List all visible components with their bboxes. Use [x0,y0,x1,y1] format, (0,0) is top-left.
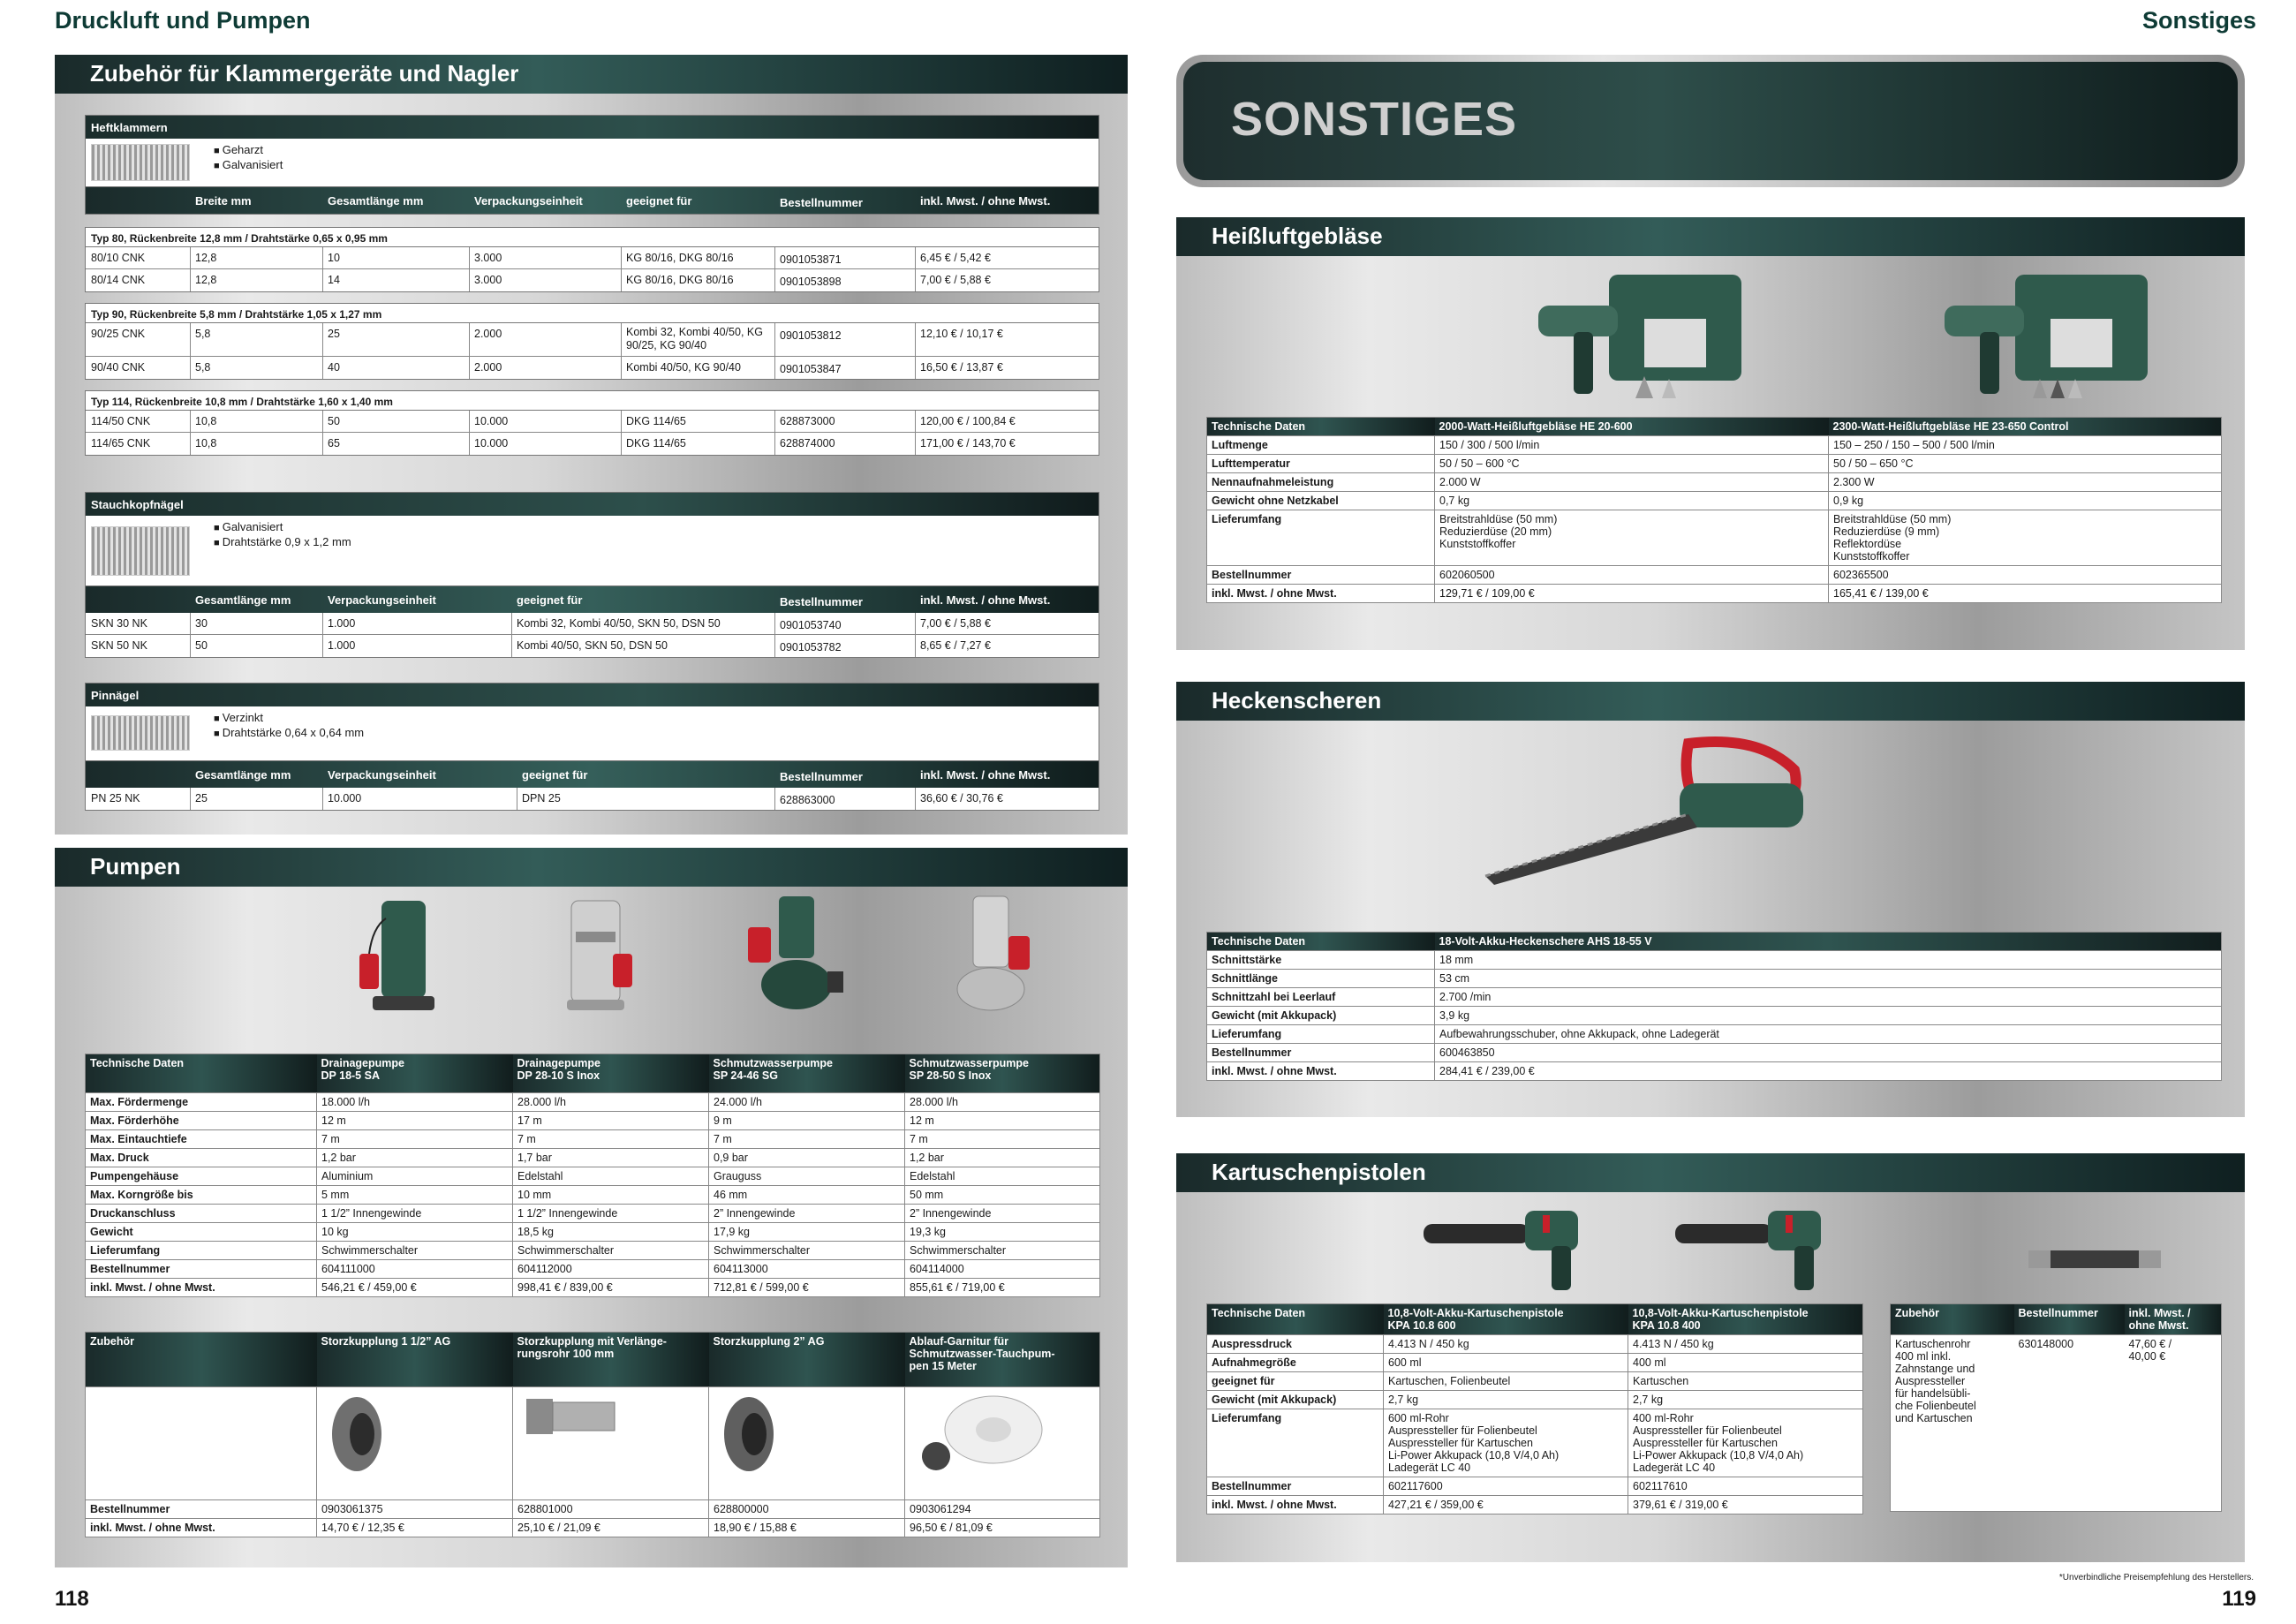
table-row: 90/40 CNK 5,8 40 2.000 Kombi 40/50, KG 90/40 0901053847 16,50 € / 13,87 € [86,357,1099,379]
table-row: Druckanschluss 1 1/2” Innengewinde 1 1/2” Innengewinde 2” Innengewinde 2” Innengewinde [86,1205,1100,1223]
table-row: inkl. Mwst. / ohne Mwst. 284,41 € / 239,00 € [1207,1062,2222,1081]
pumpen-section-title: Pumpen [55,848,1128,887]
table-row: SKN 30 NK 30 1.000 Kombi 32, Kombi 40/50, SKN 50, DSN 50 0901053740 7,00 € / 5,88 € [86,613,1099,635]
kartuschen-panel [1176,1153,2245,1562]
bullet: ■ Drahtstärke 0,9 x 1,2 mm [214,535,351,550]
table-header-row: Zubehör Bestellnummer inkl. Mwst. / ohne Mwst. [1891,1304,2222,1335]
table-row: Pumpengehäuse Aluminium Edelstahl Grauguss Edelstahl [86,1167,1100,1186]
heat-gun-he23-image [1936,266,2156,412]
pumpen-zubehoer-table [85,1332,1100,1537]
stauch-column-header: Gesamtlänge mm Verpackungseinheit geeignet für Bestellnummer inkl. Mwst. / ohne Mwst. [86,586,1099,613]
table-row: 90/25 CNK 5,8 25 2.000 Kombi 32, Kombi 40/50, KG 90/25, KG 90/40 0901053812 12,10 € / 10,17 € [86,323,1099,357]
pump-image-sp24 [744,892,850,1016]
table-row: inkl. Mwst. / ohne Mwst. 129,71 € / 109,00 € 165,41 € / 139,00 € [1207,585,2222,603]
page-number-right: 119 [2222,1587,2256,1611]
table-row: 80/14 CNK 12,8 14 3.000 KG 80/16, DKG 80/16 0901053898 7,00 € / 5,88 € [86,269,1099,291]
sonstiges-banner [1176,55,2245,187]
table-row: PN 25 NK 25 10.000 DPN 25 628863000 36,60 € / 30,76 € [86,788,1099,810]
stauchkopfnaegel-block [85,492,1099,658]
heissluft-panel [1176,217,2245,650]
caulk-gun-600-image [1419,1197,1596,1295]
heissluft-section-title: Heißluftgebläse [1176,217,2245,256]
table-row: Max. Druck 1,2 bar 1,7 bar 0,9 bar 1,2 bar [86,1149,1100,1167]
storz-coupling-image [317,1387,513,1500]
heat-gun-he20-image [1529,266,1750,412]
table-row: Max. Eintauchtiefe 7 m 7 m 7 m 7 m [86,1130,1100,1149]
storz-coupling-2-image [709,1387,905,1500]
table-row: Aufnahmegröße 600 ml 400 ml [1207,1354,1863,1372]
table-row: geeignet für Kartuschen, Folienbeutel Kartuschen [1207,1372,1863,1391]
storz-coupling-extension-image [513,1387,709,1500]
table-row: inkl. Mwst. / ohne Mwst. 546,21 € / 459,00 € 998,41 € / 839,00 € 712,81 € / 599,00 € 855,61 € / 719,00 € [86,1279,1100,1297]
kartuschen-section-title: Kartuschenpistolen [1176,1153,2245,1192]
table-row: Max. Korngröße bis 5 mm 10 mm 46 mm 50 mm [86,1186,1100,1205]
table-row: Lufttemperatur 50 / 50 – 600 °C 50 / 50 – 650 °C [1207,455,2222,473]
bullet: ■ Drahtstärke 0,64 x 0,64 mm [214,726,364,741]
pump-image-dp28 [549,892,646,1016]
kartuschen-spec-table [1206,1303,1863,1514]
table-row: Lieferumfang Schwimmerschalter Schwimmerschalter Schwimmerschalter Schwimmerschalter [86,1242,1100,1260]
hose-set-image [905,1387,1100,1500]
pumpen-panel [55,848,1128,1567]
table-row: Gewicht ohne Netzkabel 0,7 kg 0,9 kg [1207,492,2222,510]
table-row: Nennaufnahmeleistung 2.000 W 2.300 W [1207,473,2222,492]
pumpen-spec-table [85,1054,1100,1297]
klammer-panel [55,55,1128,835]
sonstiges-banner-title: SONSTIGES [1231,93,1518,146]
table-row: Kartuschenrohr 400 ml inkl. Zahnstange und Auspressteller für handelsübli- che Folienbeutel und Kartuschen 630148000 47,60 € / 40,00 € [1891,1335,2222,1512]
pump-image-dp18 [355,892,452,1016]
caulk-gun-400-image [1671,1197,1847,1295]
klammer-section-title: Zubehör für Klammergeräte und Nagler [55,55,1128,94]
bullet: ■ Geharzt [214,143,283,158]
table-row: Max. Förderhöhe 12 m 17 m 9 m 12 m [86,1112,1100,1130]
stauchkopfnaegel-title: Stauchkopfnägel [86,493,1099,516]
table-row: Lieferumfang Breitstrahldüse (50 mm) Reduzierdüse (20 mm) Kunststoffkoffer Breitstrahldüse (50 mm) Reduzierdüse (9 mm) Reflektordüse Kunststoffkoffer [1207,510,2222,566]
cartridge-tube-image [2024,1242,2165,1277]
table-row: Lieferumfang 600 ml-Rohr Auspressteller für Folienbeutel Auspressteller für Kartuschen Li-Power Akkupack (10,8 V/4,0 Ah) Ladegerät LC 40 400 ml-Rohr Auspressteller für Folienbeutel Auspressteller für Kartuschen Li-Power Akkupack (10,8 V/4,0 Ah) Ladegerät LC 40 [1207,1409,1863,1477]
pin-nails-image [91,715,190,751]
table-row: Max. Fördermenge 18.000 l/h 28.000 l/h 24.000 l/h 28.000 l/h [86,1093,1100,1112]
table-row: Bestellnummer 0903061375 628801000 628800000 0903061294 [86,1500,1100,1519]
table-row: Gewicht (mit Akkupack) 3,9 kg [1207,1007,2222,1025]
table-row: 114/65 CNK 10,8 65 10.000 DKG 114/65 628874000 171,00 € / 143,70 € [86,433,1099,455]
table-row: Bestellnummer 600463850 [1207,1044,2222,1062]
table-header-row: Technische Daten Drainagepumpe DP 18-5 SA Drainagepumpe DP 28-10 S Inox Schmutzwasserpumpe SP 24-46 SG Schmutzwasserpumpe SP 28-50 S Inox [86,1054,1100,1093]
typ90-group: Typ 90, Rückenbreite 5,8 mm / Drahtstärke 1,05 x 1,27 mm 90/25 CNK 5,8 25 2.000 Kombi 32, Kombi 40/50, KG 90/25, KG 90/40 0901053812 12,10 € / 10,17 € 90/40 CNK 5,8 40 2.000 Kombi 40/50, KG 90/40 0901053847 16,50 € / 13,87 € [85,303,1099,380]
table-row: inkl. Mwst. / ohne Mwst. 427,21 € / 359,00 € 379,61 € / 319,00 € [1207,1496,1863,1514]
table-row: Luftmenge 150 / 300 / 500 l/min 150 – 250 / 150 – 500 / 500 l/min [1207,436,2222,455]
typ80-group: Typ 80, Rückenbreite 12,8 mm / Drahtstärke 0,65 x 0,95 mm 80/10 CNK 12,8 10 3.000 KG 80/16, DKG 80/16 0901053871 6,45 € / 5,42 € 80/14 CNK 12,8 14 3.000 KG 80/16, DKG 80/16 0901053898 7,00 € / 5,88 € [85,227,1099,292]
kartuschen-zubehoer-table [1890,1303,2222,1512]
heckenscheren-section-title: Heckenscheren [1176,682,2245,721]
table-header-row: Technische Daten 2000-Watt-Heißluftgebläse HE 20-600 2300-Watt-Heißluftgebläse HE 23-650 Control [1207,418,2222,436]
table-row: Schnittzahl bei Leerlauf 2.700 /min [1207,988,2222,1007]
page-header-right: Sonstiges [2141,7,2256,34]
table-header-row: Technische Daten 10,8-Volt-Akku-Kartuschenpistole KPA 10.8 600 10,8-Volt-Akku-Kartuschenpistole KPA 10.8 400 [1207,1304,1863,1335]
staples-image [91,144,190,181]
table-row: Schnittstärke 18 mm [1207,951,2222,970]
pinn-column-header: Gesamtlänge mm Verpackungseinheit geeignet für Bestellnummer inkl. Mwst. / ohne Mwst. [86,761,1099,788]
table-row: Gewicht 10 kg 18,5 kg 17,9 kg 19,3 kg [86,1223,1100,1242]
table-row: 114/50 CNK 10,8 50 10.000 DKG 114/65 628873000 120,00 € / 100,84 € [86,411,1099,433]
table-row: inkl. Mwst. / ohne Mwst. 14,70 € / 12,35 € 25,10 € / 21,09 € 18,90 € / 15,88 € 96,50 € / 81,09 € [86,1519,1100,1537]
bullet: ■ Verzinkt [214,711,364,726]
pinnaegel-block [85,683,1099,811]
page-number-left: 118 [55,1587,89,1611]
table-row: 80/10 CNK 12,8 10 3.000 KG 80/16, DKG 80/16 0901053871 6,45 € / 5,42 € [86,247,1099,269]
table-row: Auspressdruck 4.413 N / 450 kg 4.413 N / 450 kg [1207,1335,1863,1354]
table-row: Gewicht (mit Akkupack) 2,7 kg 2,7 kg [1207,1391,1863,1409]
table-header-row: Technische Daten 18-Volt-Akku-Heckenschere AHS 18-55 V [1207,933,2222,951]
table-row: SKN 50 NK 50 1.000 Kombi 40/50, SKN 50, DSN 50 0901053782 8,65 € / 7,27 € [86,635,1099,657]
bullet: ■ Galvanisiert [214,520,351,535]
heissluft-spec-table [1206,417,2222,603]
table-row: Bestellnummer 602117600 602117610 [1207,1477,1863,1496]
table-row: Schnittlänge 53 cm [1207,970,2222,988]
page-header-left: Druckluft und Pumpen [55,7,311,34]
table-header-row: Zubehör Storzkupplung 1 1/2” AG Storzkupplung mit Verlänge- rungsrohr 100 mm Storzkupplung 2” AG Ablauf-Garnitur für Schmutzwasser-Tauchpum- pen 15 Meter [86,1333,1100,1387]
table-row: Bestellnummer 604111000 604112000 604113000 604114000 [86,1260,1100,1279]
accessory-image-row [86,1387,1100,1500]
heckenscheren-spec-table [1206,932,2222,1081]
bullet: ■ Galvanisiert [214,158,283,173]
table-row: Lieferumfang Aufbewahrungsschuber, ohne Akkupack, ohne Ladegerät [1207,1025,2222,1044]
heftklammern-title: Heftklammern [86,116,1099,139]
pump-image-sp28 [938,892,1044,1016]
brad-nails-image [91,526,190,576]
heckenscheren-panel [1176,682,2245,1117]
heftklammern-column-header: Breite mm Gesamtlänge mm Verpackungseinheit geeignet für Bestellnummer inkl. Mwst. / ohne Mwst. [86,187,1099,214]
typ114-group: Typ 114, Rückenbreite 10,8 mm / Drahtstärke 1,60 x 1,40 mm 114/50 CNK 10,8 50 10.000 DKG 114/65 628873000 120,00 € / 100,84 € 114/65 CNK 10,8 65 10.000 DKG 114/65 628874000 171,00 € / 143,70 € [85,390,1099,456]
table-row: Bestellnummer 602060500 602365500 [1207,566,2222,585]
heftklammern-block [85,115,1099,456]
hedge-trimmer-image [1477,735,1821,889]
pinnaegel-title: Pinnägel [86,684,1099,706]
footnote: *Unverbindliche Preisempfehlung des Herstellers. [2058,1573,2254,1582]
